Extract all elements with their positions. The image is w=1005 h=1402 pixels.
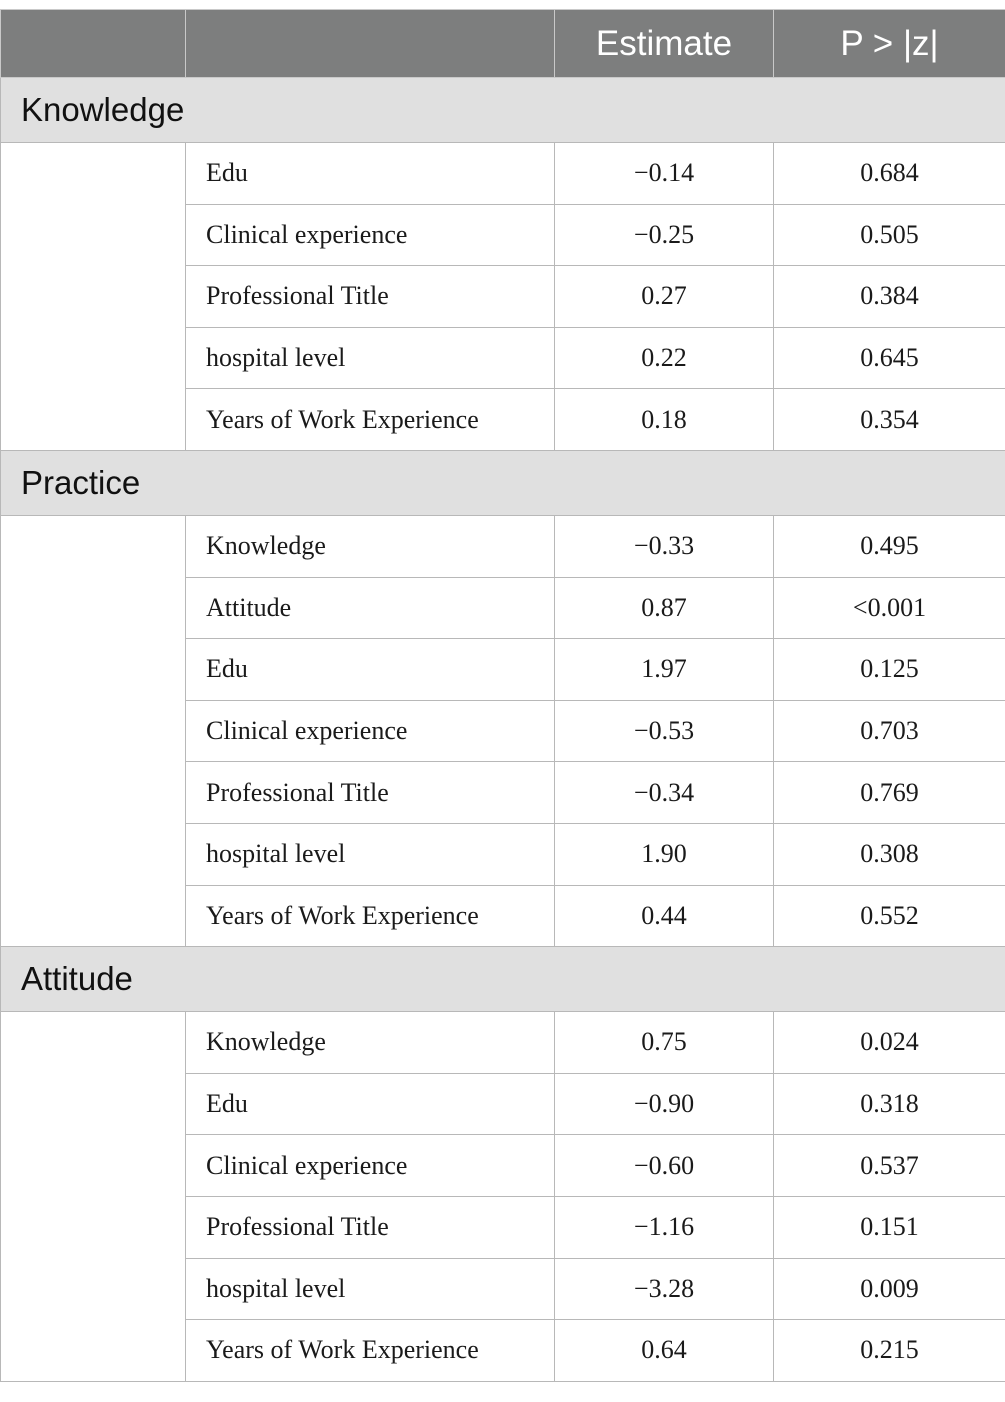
variable-cell: Knowledge <box>186 1012 555 1074</box>
p-value-cell: 0.215 <box>774 1320 1005 1382</box>
variable-cell: hospital level <box>186 823 555 885</box>
section-title: Knowledge <box>1 78 1005 143</box>
estimate-cell: −0.33 <box>555 515 774 577</box>
table-row <box>1 1012 1005 1074</box>
variable-cell: Clinical experience <box>186 700 555 762</box>
table-row <box>1 515 1005 577</box>
estimate-cell: −1.16 <box>555 1196 774 1258</box>
header-row <box>1 10 1005 78</box>
header-empty-1 <box>1 10 186 78</box>
variable-cell: Years of Work Experience <box>186 389 555 451</box>
estimate-cell: −0.14 <box>555 143 774 205</box>
blank-cell <box>1 1012 186 1382</box>
p-value-cell: 0.495 <box>774 515 1005 577</box>
variable-cell: Edu <box>186 1073 555 1135</box>
p-value-cell: 0.354 <box>774 389 1005 451</box>
header-p-value: P > |z| <box>774 10 1005 78</box>
p-value-cell: 0.703 <box>774 700 1005 762</box>
estimate-cell: −0.25 <box>555 204 774 266</box>
p-value-cell: 0.024 <box>774 1012 1005 1074</box>
estimate-cell: −0.34 <box>555 762 774 824</box>
estimate-cell: −3.28 <box>555 1258 774 1320</box>
estimate-cell: −0.53 <box>555 700 774 762</box>
p-value-cell: 0.125 <box>774 639 1005 701</box>
estimate-cell: 1.90 <box>555 823 774 885</box>
estimate-cell: −0.90 <box>555 1073 774 1135</box>
header-empty-2 <box>186 10 555 78</box>
variable-cell: hospital level <box>186 1258 555 1320</box>
blank-cell <box>1 143 186 451</box>
variable-cell: Clinical experience <box>186 204 555 266</box>
variable-cell: Professional Title <box>186 762 555 824</box>
variable-cell: Years of Work Experience <box>186 1320 555 1382</box>
estimate-cell: 0.22 <box>555 327 774 389</box>
section-row-attitude <box>1 947 1005 1012</box>
p-value-cell: 0.537 <box>774 1135 1005 1197</box>
section-row-knowledge <box>1 78 1005 143</box>
table-row <box>1 143 1005 205</box>
variable-cell: Edu <box>186 143 555 205</box>
p-value-cell: 0.505 <box>774 204 1005 266</box>
estimate-cell: 0.27 <box>555 266 774 328</box>
estimate-cell: 0.64 <box>555 1320 774 1382</box>
variable-cell: Attitude <box>186 577 555 639</box>
variable-cell: Professional Title <box>186 266 555 328</box>
p-value-cell: 0.769 <box>774 762 1005 824</box>
p-value-cell: 0.151 <box>774 1196 1005 1258</box>
estimate-cell: 1.97 <box>555 639 774 701</box>
variable-cell: Edu <box>186 639 555 701</box>
blank-cell <box>1 515 186 946</box>
p-value-cell: <0.001 <box>774 577 1005 639</box>
estimate-cell: 0.75 <box>555 1012 774 1074</box>
p-value-cell: 0.552 <box>774 885 1005 947</box>
variable-cell: Years of Work Experience <box>186 885 555 947</box>
estimate-cell: 0.18 <box>555 389 774 451</box>
p-value-cell: 0.684 <box>774 143 1005 205</box>
section-title: Practice <box>1 450 1005 515</box>
estimate-cell: −0.60 <box>555 1135 774 1197</box>
header-estimate: Estimate <box>555 10 774 78</box>
section-title: Attitude <box>1 947 1005 1012</box>
p-value-cell: 0.645 <box>774 327 1005 389</box>
p-value-cell: 0.384 <box>774 266 1005 328</box>
p-value-cell: 0.009 <box>774 1258 1005 1320</box>
variable-cell: hospital level <box>186 327 555 389</box>
p-value-cell: 0.308 <box>774 823 1005 885</box>
regression-table <box>0 9 1005 1382</box>
variable-cell: Clinical experience <box>186 1135 555 1197</box>
estimate-cell: 0.44 <box>555 885 774 947</box>
estimate-cell: 0.87 <box>555 577 774 639</box>
section-row-practice <box>1 450 1005 515</box>
p-value-cell: 0.318 <box>774 1073 1005 1135</box>
variable-cell: Knowledge <box>186 515 555 577</box>
variable-cell: Professional Title <box>186 1196 555 1258</box>
